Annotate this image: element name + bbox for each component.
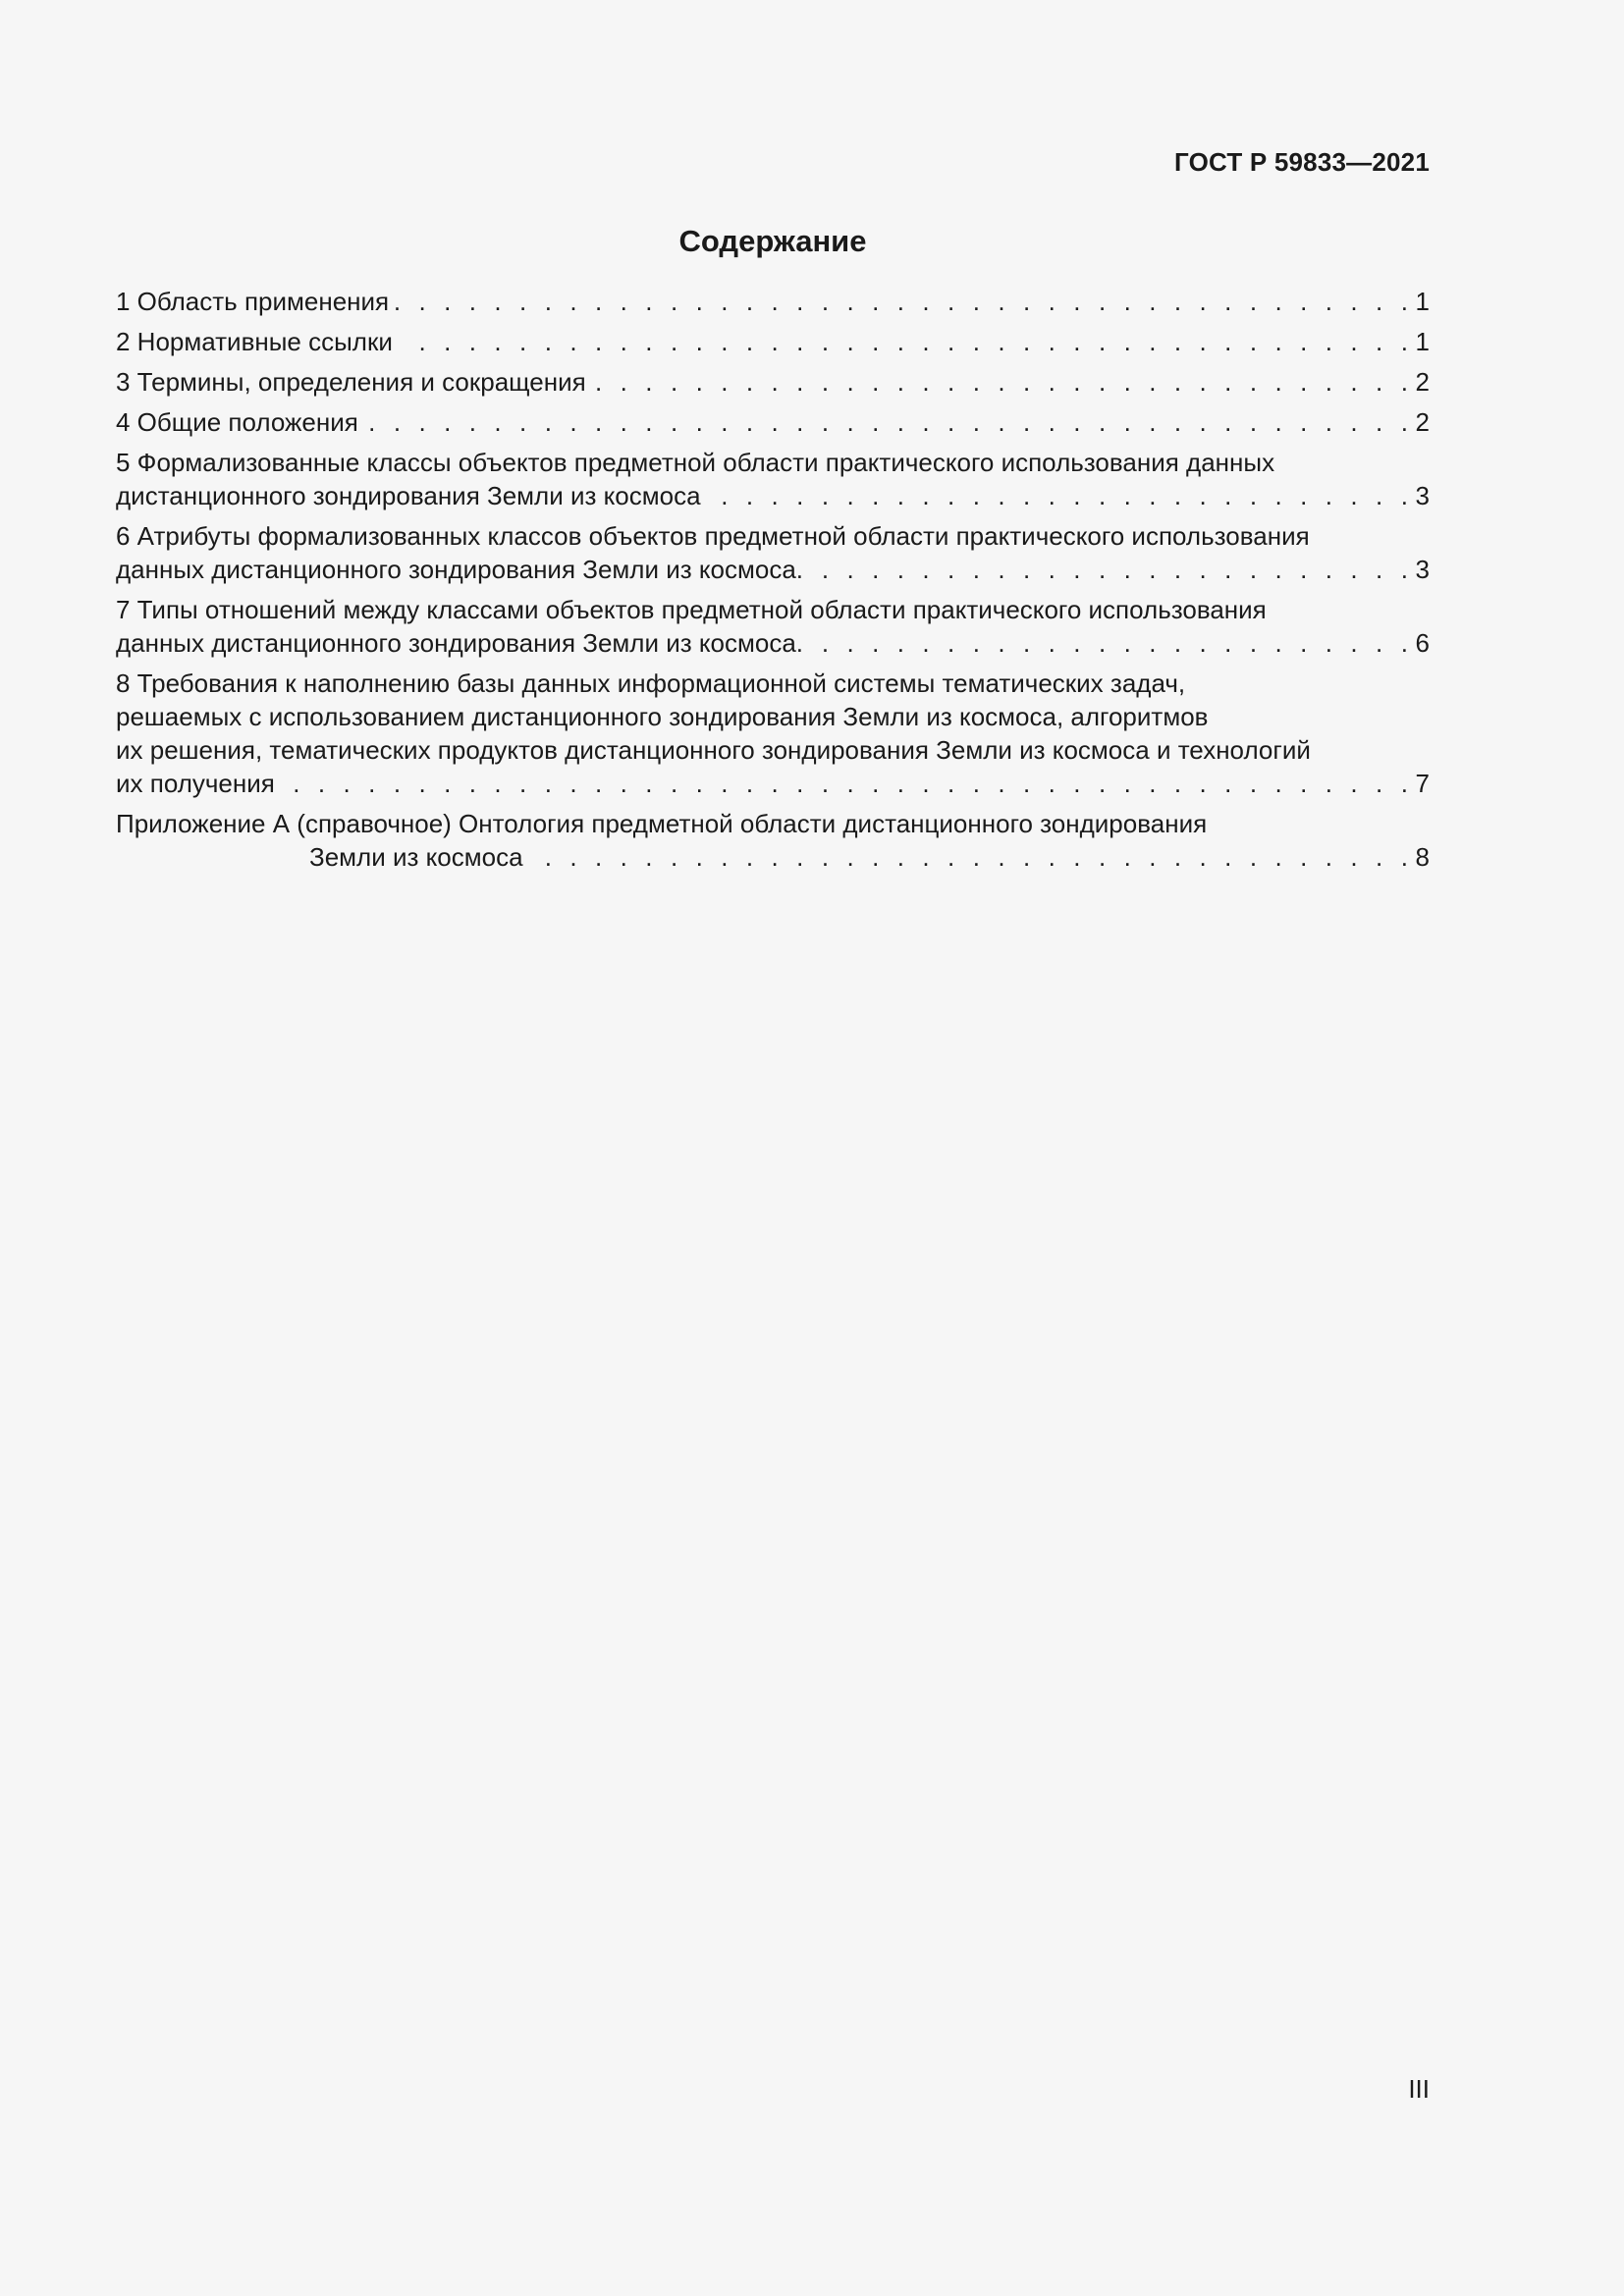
toc-entry-title-line: решаемых с использованием дистанционного зондирования Земли из космоса, алгоритмов: [116, 702, 1209, 731]
dot-leader: [281, 767, 1414, 800]
toc-entry[interactable]: [116, 593, 1430, 660]
toc-page-number: 1: [1415, 287, 1430, 316]
toc-page-number: 2: [1415, 407, 1430, 437]
toc-page-number: 1: [1415, 327, 1430, 356]
toc-entry-title-line: Приложение А (справочное) Онтология предметной области дистанционного зондирования: [116, 809, 1208, 838]
dot-leader: [529, 840, 1414, 874]
toc-entry-title: 4 Общие положения: [116, 407, 358, 437]
toc-entry[interactable]: [116, 405, 1430, 439]
toc-entry-title-line: 6 Атрибуты формализованных классов объектов предметной области практического использования: [116, 521, 1310, 551]
toc-page-number: 8: [1415, 842, 1430, 872]
toc-entry[interactable]: [116, 667, 1430, 800]
toc-entry-title: их получения: [116, 769, 275, 798]
toc-entry-appendix[interactable]: [116, 807, 1430, 874]
toc-entry-title: 3 Термины, определения и сокращения: [116, 367, 586, 397]
page-number: III: [1408, 2074, 1430, 2104]
dot-leader: [364, 405, 1414, 439]
toc-page-number: 2: [1415, 367, 1430, 397]
toc-entry-title: данных дистанционного зондирования Земли из космоса.: [116, 555, 804, 584]
dot-leader: [707, 479, 1414, 512]
toc-entry[interactable]: [116, 446, 1430, 512]
toc-page-number: 3: [1415, 555, 1430, 584]
toc-page-number: 7: [1415, 769, 1430, 798]
toc-entry-title: данных дистанционного зондирования Земли из космоса.: [116, 628, 804, 658]
dot-leader: [399, 325, 1414, 358]
toc-entry-title-line: 8 Требования к наполнению базы данных информационной системы тематических задач,: [116, 668, 1186, 698]
dot-leader: [395, 285, 1413, 318]
toc-entry[interactable]: [116, 365, 1430, 399]
dot-leader: [809, 626, 1413, 660]
toc-entry-title-line: их решения, тематических продуктов дистанционного зондирования Земли из космоса и технологий: [116, 735, 1311, 765]
toc-entry-title: Земли из космоса: [309, 842, 523, 872]
dot-leader: [592, 365, 1414, 399]
toc-entry-title-line: 5 Формализованные классы объектов предметной области практического использования данных: [116, 448, 1275, 477]
toc-entry[interactable]: [116, 519, 1430, 586]
toc-entry-title: 1 Область применения: [116, 287, 390, 316]
toc-entry-title: 2 Нормативные ссылки: [116, 327, 393, 356]
toc-entry-title: дистанционного зондирования Земли из космоса: [116, 481, 701, 510]
toc-entry[interactable]: [116, 325, 1430, 358]
toc-page-number: 3: [1415, 481, 1430, 510]
dot-leader: [809, 553, 1413, 586]
toc-title: Содержание: [678, 224, 867, 258]
toc-page-number: 6: [1415, 628, 1430, 658]
toc-entry-title-line: 7 Типы отношений между классами объектов предметной области практического использования: [116, 595, 1267, 624]
toc-entry[interactable]: [116, 285, 1430, 318]
document-code: ГОСТ Р 59833—2021: [1174, 147, 1430, 177]
table-of-contents: [116, 285, 1430, 881]
